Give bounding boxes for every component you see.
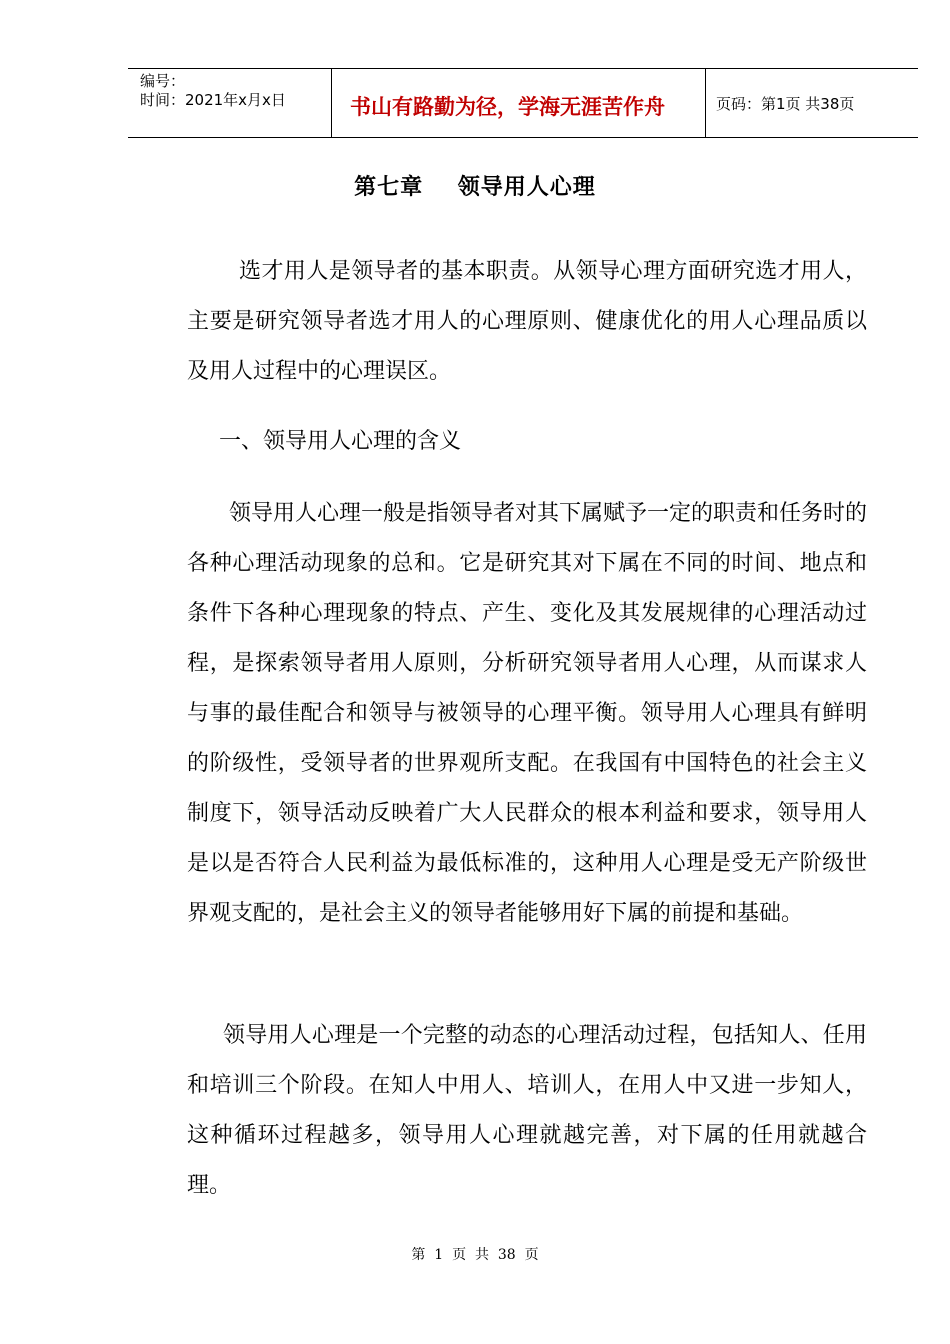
chapter-title: 第七章 领导用人心理: [354, 174, 596, 200]
header-page-cell: [706, 69, 918, 137]
section-heading: 一、领导用人心理的含义: [219, 429, 462, 454]
page-footer: 第 1 页 共 38 页: [411, 1247, 539, 1263]
intro-paragraph: 选才用人是领导者的基本职责。从领导心理方面研究选才用人，主要是研究领导者选才用人的心理原则、健康优化的用人心理品质以及用人过程中的心理误区。: [187, 259, 867, 384]
body-paragraph-2: 领导用人心理是一个完整的动态的心理活动过程，包括知人、任用和培训三个阶段。在知人中用人、培训人，在用人中又进一步知人，这种循环过程越多，领导用人心理就越完善，对下属的任用就越合理。: [187, 1023, 867, 1198]
header-page-info: 页码：第1页 共38页: [716, 95, 855, 113]
page-header: [128, 68, 918, 138]
header-meta: [128, 69, 331, 137]
number-label: 编号：: [140, 72, 186, 90]
header-motto: 书山有路勤为径，学海无涯苦作舟: [350, 95, 665, 119]
body-paragraph-1: 领导用人心理一般是指领导者对其下属赋予一定的职责和任务时的各种心理活动现象的总和。它是研究其对下属在不同的时间、地点和条件下各种心理现象的特点、产生、变化及其发展规律的心理活动过程，是探索领导者用人原则，分析研究领导者用人心理，从而谋求人与事的最佳配合和领导与被领导的心理平衡。领导用人心理具有鲜明的阶级性，受领导者的世界观所支配。在我国有中国特色的社会主义制度下，领导活动反映着广大人民群众的根本利益和要求，领导用人是以是否符合人民利益为最低标准的，这种用人心理是受无产阶级世界观支配的，是社会主义的领导者能够用好下属的前提和基础。: [187, 501, 868, 926]
header-motto-cell: [331, 69, 706, 137]
time-label: 时间：2021年x月x日: [140, 91, 286, 109]
